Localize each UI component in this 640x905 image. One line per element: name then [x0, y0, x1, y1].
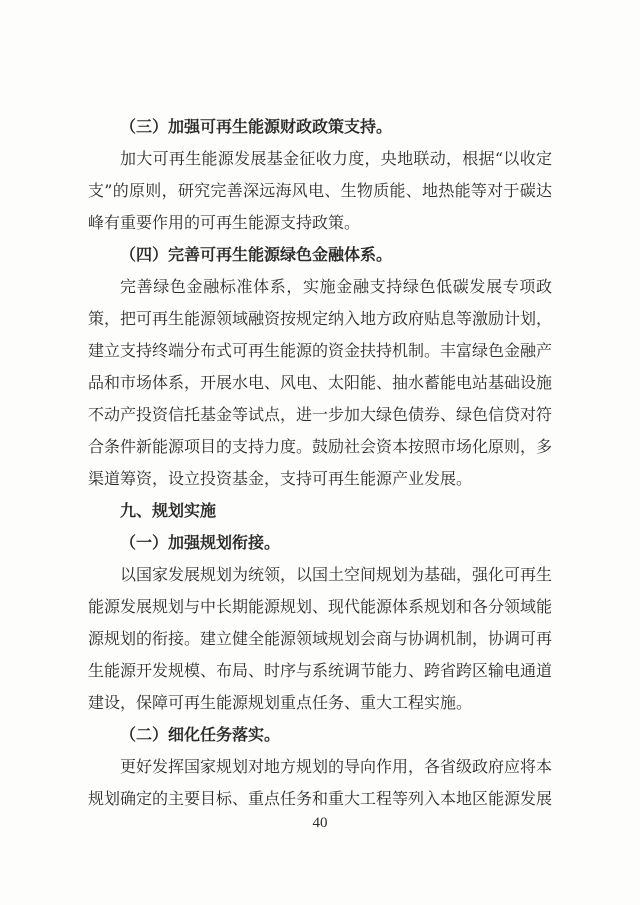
- text-line: 能源发展规划与中长期能源规划、现代能源体系规划和各分领域能: [88, 597, 553, 616]
- text-line: 完善绿色金融标准体系，实施金融支持绿色低碳发展专项政: [120, 277, 552, 296]
- subsection-heading: （四）完善可再生能源绿色金融体系。: [120, 245, 393, 264]
- subsection-heading: （三）加强可再生能源财政政策支持。: [120, 117, 393, 136]
- text-line: 峰有重要作用的可再生能源支持政策。: [88, 213, 361, 232]
- text-line: 不动产投资信托基金等试点，进一步加大绿色债券、绿色信贷对符: [88, 405, 553, 424]
- text-line: 渠道筹资，设立投资基金，支持可再生能源产业发展。: [88, 469, 473, 488]
- subsection-heading: （一）加强规划衔接。: [120, 533, 281, 552]
- text-line: 生能源开发规模、布局、时序与系统调节能力、跨省跨区输电通道: [88, 661, 553, 680]
- text-line: 策，把可再生能源领域融资按规定纳入地方政府贴息等激励计划，: [88, 309, 553, 328]
- section-title: 九、规划实施: [120, 501, 217, 520]
- text-line: 规划确定的主要目标、重点任务和重大工程等列入本地区能源发展: [88, 789, 553, 808]
- text-line: 合条件新能源项目的支持力度。鼓励社会资本按照市场化原则，多: [88, 437, 553, 456]
- text-line: 更好发挥国家规划对地方规划的导向作用，各省级政府应将本: [120, 757, 553, 776]
- text-line: 建立支持终端分布式可再生能源的资金扶持机制。丰富绿色金融产: [88, 341, 553, 360]
- text-line: 支”的原则，研究完善深远海风电、生物质能、地热能等对于碳达: [88, 181, 552, 200]
- subsection-heading: （二）细化任务落实。: [120, 725, 281, 744]
- text-line: 加大可再生能源发展基金征收力度，央地联动，根据“以收定: [120, 149, 552, 168]
- text-line: 源规划的衔接。建立健全能源领域规划会商与协调机制，协调可再: [88, 629, 553, 648]
- text-line: 以国家发展规划为统领，以国土空间规划为基础，强化可再生: [120, 565, 553, 584]
- text-line: 品和市场体系，开展水电、风电、太阳能、抽水蓄能电站基础设施: [88, 373, 553, 392]
- text-line: 建设，保障可再生能源规划重点任务、重大工程实施。: [88, 693, 473, 712]
- page-number: 40: [312, 815, 328, 831]
